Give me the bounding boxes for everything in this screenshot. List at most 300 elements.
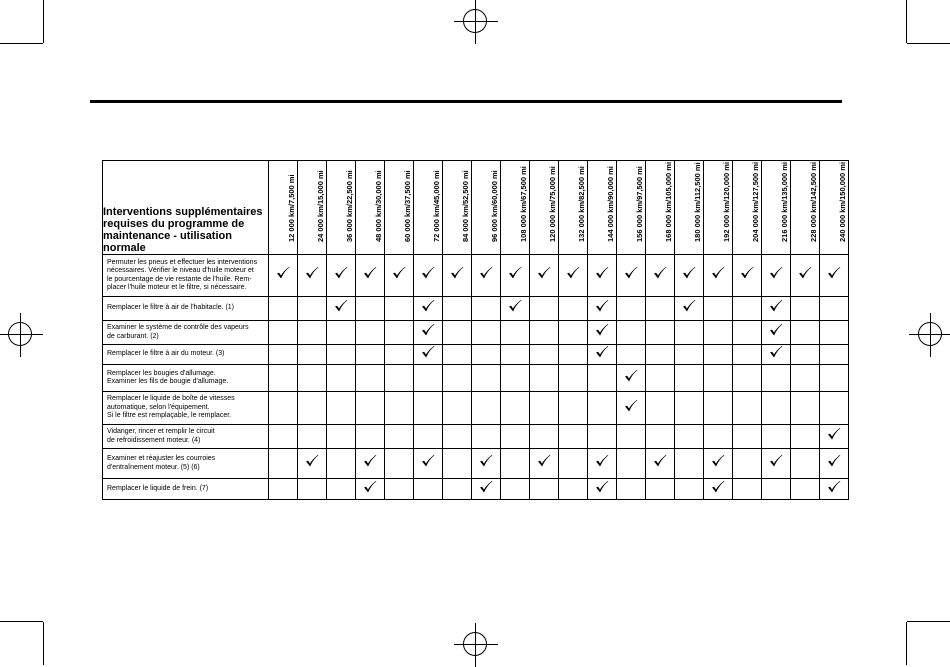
task-line: Permuter les pneus et effectuer les interventions [107,258,258,266]
checkmark-icon [392,266,406,280]
interval-header [675,161,704,255]
checkmark-icon [363,480,377,494]
checkmark-icon [711,480,725,494]
schedule-cell [443,479,472,500]
schedule-cell [762,255,791,297]
schedule-cell [356,297,385,321]
schedule-cell [733,345,762,365]
crop-mark [906,622,907,665]
registration-mark-icon [463,632,487,656]
interval-header [733,161,762,255]
schedule-cell [675,479,704,500]
crop-mark [0,43,43,44]
schedule-cell [617,449,646,479]
schedule-cell [762,321,791,345]
schedule-cell [733,479,762,500]
schedule-cell [820,255,849,297]
interval-label: 192 000 km/120,000 mi [722,161,731,242]
crop-mark [0,621,43,622]
checkmark-icon [421,323,435,337]
schedule-cell [298,425,327,449]
checkmark-icon [769,454,783,468]
table-row [103,425,849,449]
schedule-cell [820,425,849,449]
interval-header [327,161,356,255]
checkmark-icon [769,345,783,359]
schedule-cell [559,255,588,297]
schedule-cell [704,321,733,345]
checkmark-icon [653,454,667,468]
schedule-cell [791,449,820,479]
interval-label: 60 000 km/37,500 mi [403,170,412,242]
schedule-cell [472,425,501,449]
checkmark-icon [769,266,783,280]
schedule-cell [646,392,675,425]
checkmark-icon [769,299,783,313]
schedule-cell [559,345,588,365]
schedule-cell [356,449,385,479]
schedule-cell [356,365,385,392]
schedule-cell [791,297,820,321]
schedule-cell [356,392,385,425]
schedule-cell [298,449,327,479]
table-row [103,297,849,321]
task-line: de refroidissement moteur. (4) [107,436,201,444]
schedule-cell [820,321,849,345]
interval-label: 156 000 km/97,500 mi [635,166,644,242]
schedule-cell [559,449,588,479]
schedule-cell [675,321,704,345]
schedule-cell [385,345,414,365]
schedule-cell [356,345,385,365]
schedule-cell [617,255,646,297]
schedule-cell [414,425,443,449]
schedule-title: Interventions supplémentaires requises du programme de maintenance - utilisation normale [103,161,269,255]
interval-header [472,161,501,255]
checkmark-icon [624,266,638,280]
table-row [103,392,849,425]
schedule-cell [530,449,559,479]
interval-label: 216 000 km/135,000 mi [780,161,789,242]
checkmark-icon [595,266,609,280]
schedule-cell [298,255,327,297]
task-description [103,479,269,500]
schedule-cell [327,321,356,345]
schedule-cell [472,449,501,479]
schedule-cell [269,449,298,479]
task-line: placer l'huile moteur et le filtre, si nécessaire. [107,283,247,291]
task-line: d'entraînement moteur. (5) (6) [107,463,200,471]
interval-label: 168 000 km/105,000 mi [664,161,673,242]
schedule-cell [298,392,327,425]
schedule-cell [762,449,791,479]
schedule-cell [443,255,472,297]
schedule-cell [791,392,820,425]
task-line: Examiner et réajuster les courroies [107,455,216,463]
schedule-cell [501,297,530,321]
schedule-cell [472,392,501,425]
schedule-cell [704,345,733,365]
checkmark-icon [334,266,348,280]
checkmark-icon [827,266,841,280]
schedule-cell [704,449,733,479]
crop-mark [43,622,44,665]
checkmark-icon [508,299,522,313]
checkmark-icon [479,480,493,494]
interval-header [791,161,820,255]
schedule-cell [733,255,762,297]
checkmark-icon [595,323,609,337]
schedule-cell [791,365,820,392]
task-description [103,425,269,449]
schedule-cell [617,321,646,345]
schedule-cell [443,425,472,449]
crop-mark [906,0,907,43]
schedule-cell [356,321,385,345]
schedule-cell [704,297,733,321]
schedule-cell [820,449,849,479]
checkmark-icon [479,266,493,280]
crop-mark [43,0,44,43]
schedule-cell [443,449,472,479]
schedule-cell [414,321,443,345]
registration-mark-icon [463,9,487,33]
checkmark-icon [624,369,638,383]
schedule-cell [762,392,791,425]
registration-mark-icon [918,322,942,346]
interval-header [617,161,646,255]
table-row [103,449,849,479]
schedule-cell [385,392,414,425]
schedule-cell [443,297,472,321]
schedule-cell [356,255,385,297]
schedule-cell [588,479,617,500]
task-description [103,365,269,392]
schedule-cell [414,297,443,321]
task-description [103,321,269,345]
schedule-cell [617,479,646,500]
task-description [103,297,269,321]
schedule-cell [472,479,501,500]
schedule-cell [733,321,762,345]
schedule-cell [269,479,298,500]
schedule-cell [646,365,675,392]
checkmark-icon [305,454,319,468]
schedule-cell [646,297,675,321]
task-line: Examiner les fils de bougie d'allumage. [107,378,229,385]
task-line: Remplacer le liquide de boîte de vitesses [107,395,235,403]
table-row [103,365,849,392]
schedule-cell [327,255,356,297]
schedule-cell [791,479,820,500]
checkmark-icon [421,345,435,359]
schedule-cell [791,255,820,297]
schedule-cell [385,321,414,345]
interval-header [385,161,414,255]
schedule-cell [414,392,443,425]
schedule-cell [762,365,791,392]
schedule-cell [559,479,588,500]
schedule-cell [675,255,704,297]
interval-label: 240 000 km/150,000 mi [838,161,847,242]
interval-label: 72 000 km/45,000 mi [432,170,441,242]
checkmark-icon [682,266,696,280]
schedule-cell [820,392,849,425]
schedule-cell [733,297,762,321]
schedule-cell [414,479,443,500]
interval-header [762,161,791,255]
schedule-cell [791,321,820,345]
schedule-cell [414,255,443,297]
schedule-cell [675,449,704,479]
schedule-cell [559,297,588,321]
schedule-cell [327,392,356,425]
interval-header [269,161,298,255]
checkmark-icon [827,480,841,494]
task-line: Examiner le système de contrôle des vapeurs [107,324,249,332]
schedule-cell [588,255,617,297]
schedule-cell [617,425,646,449]
schedule-cell [269,365,298,392]
schedule-cell [617,392,646,425]
schedule-cell [588,365,617,392]
task-line: le pourcentage de vie restante de l'huile. Rem- [107,275,252,283]
schedule-cell [443,345,472,365]
checkmark-icon [624,399,638,413]
schedule-cell [356,479,385,500]
interval-header [501,161,530,255]
schedule-cell [675,345,704,365]
schedule-cell [472,321,501,345]
interval-header [356,161,385,255]
schedule-cell [530,425,559,449]
task-description [103,449,269,479]
task-line: Si le filtre est remplaçable, le remplacer. [107,412,232,420]
schedule-cell [820,345,849,365]
checkmark-icon [595,345,609,359]
schedule-cell [588,321,617,345]
checkmark-icon [595,299,609,313]
task-line: Remplacer le filtre à air du moteur. (3) [107,350,225,358]
checkmark-icon [566,266,580,280]
registration-mark-icon [8,322,32,346]
interval-label: 228 000 km/142,500 mi [809,161,818,242]
schedule-cell [733,392,762,425]
checkmark-icon [508,266,522,280]
task-line: de carburant. (2) [107,332,159,340]
schedule-cell [733,425,762,449]
schedule-cell [385,297,414,321]
schedule-cell [530,365,559,392]
table-row [103,255,849,297]
checkmark-icon [827,427,841,441]
schedule-cell [269,392,298,425]
interval-label: 120 000 km/75,000 mi [548,166,557,242]
schedule-cell [588,297,617,321]
interval-header [820,161,849,255]
schedule-cell [530,345,559,365]
schedule-cell [298,345,327,365]
schedule-cell [588,392,617,425]
schedule-cell [820,479,849,500]
schedule-cell [414,449,443,479]
schedule-cell [762,297,791,321]
checkmark-icon [769,323,783,337]
task-line: nécessaires. Vérifier le niveau d'huile moteur et [107,267,254,275]
schedule-cell [588,449,617,479]
schedule-cell [298,321,327,345]
schedule-cell [762,479,791,500]
schedule-cell [501,479,530,500]
checkmark-icon [711,454,725,468]
interval-label: 12 000 km/7,500 mi [287,174,296,242]
interval-label: 144 000 km/90,000 mi [606,166,615,242]
schedule-cell [472,365,501,392]
checkmark-icon [595,454,609,468]
schedule-cell [414,365,443,392]
schedule-cell [501,321,530,345]
schedule-cell [559,425,588,449]
schedule-cell [530,297,559,321]
schedule-cell [501,425,530,449]
checkmark-icon [740,266,754,280]
schedule-cell [443,365,472,392]
interval-header [646,161,675,255]
task-line: automatique, selon l'équipement. [107,403,210,411]
checkmark-icon [653,266,667,280]
schedule-cell [385,479,414,500]
schedule-cell [501,345,530,365]
checkmark-icon [479,454,493,468]
schedule-cell [385,255,414,297]
schedule-cell [791,345,820,365]
checkmark-icon [711,266,725,280]
interval-header [588,161,617,255]
interval-label: 96 000 km/60,000 mi [490,170,499,242]
maintenance-schedule-table [102,160,849,500]
schedule-cell [269,425,298,449]
table-body [103,255,849,500]
checkmark-icon [421,299,435,313]
schedule-cell [646,255,675,297]
task-line: Remplacer le liquide de frein. (7) [107,484,209,492]
schedule-cell [530,255,559,297]
schedule-cell [327,345,356,365]
checkmark-icon [421,266,435,280]
schedule-cell [617,345,646,365]
schedule-cell [675,297,704,321]
interval-header [443,161,472,255]
interval-label: 48 000 km/30,000 mi [374,170,383,242]
task-line: Remplacer les bougies d'allumage. [107,369,216,377]
task-description [103,392,269,425]
interval-header [559,161,588,255]
schedule-cell [385,449,414,479]
table-header-row [103,161,849,255]
interval-label: 108 000 km/67,500 mi [519,166,528,242]
schedule-cell [327,297,356,321]
task-line: Remplacer le filtre à air de l'habitacle. (1) [107,304,235,312]
interval-header [530,161,559,255]
table-row [103,345,849,365]
schedule-cell [472,345,501,365]
schedule-cell [269,255,298,297]
schedule-cell [298,297,327,321]
checkmark-icon [537,266,551,280]
interval-label: 132 000 km/82,500 mi [577,166,586,242]
checkmark-icon [798,266,812,280]
schedule-cell [791,425,820,449]
schedule-cell [704,479,733,500]
task-line: Vidanger, rincer et remplir le circuit [107,428,215,436]
interval-label: 204 000 km/127,500 mi [751,161,760,242]
task-description [103,255,269,297]
checkmark-icon [363,266,377,280]
schedule-cell [588,345,617,365]
schedule-cell [414,345,443,365]
schedule-cell [327,449,356,479]
schedule-cell [530,392,559,425]
task-description [103,345,269,365]
checkmark-icon [595,480,609,494]
schedule-cell [559,365,588,392]
schedule-cell [327,479,356,500]
schedule-cell [327,425,356,449]
schedule-cell [675,392,704,425]
schedule-cell [588,425,617,449]
schedule-cell [733,365,762,392]
schedule-cell [269,297,298,321]
schedule-cell [501,392,530,425]
schedule-cell [298,365,327,392]
interval-label: 36 000 km/22,500 mi [345,170,354,242]
schedule-cell [530,321,559,345]
schedule-cell [762,425,791,449]
schedule-cell [646,425,675,449]
interval-label: 180 000 km/112,500 mi [693,162,702,242]
schedule-cell [675,365,704,392]
schedule-cell [298,479,327,500]
schedule-cell [327,365,356,392]
schedule-cell [675,425,704,449]
schedule-cell [501,365,530,392]
schedule-cell [501,255,530,297]
schedule-cell [472,255,501,297]
schedule-cell [646,449,675,479]
interval-header [704,161,733,255]
crop-mark [907,43,950,44]
schedule-cell [704,255,733,297]
schedule-cell [646,479,675,500]
schedule-cell [559,392,588,425]
checkmark-icon [334,299,348,313]
table-row [103,321,849,345]
checkmark-icon [421,454,435,468]
schedule-cell [269,345,298,365]
schedule-cell [617,365,646,392]
table-row [103,479,849,500]
schedule-cell [356,425,385,449]
schedule-cell [443,392,472,425]
schedule-cell [646,321,675,345]
schedule-cell [501,449,530,479]
schedule-cell [820,365,849,392]
schedule-cell [559,321,588,345]
crop-mark [907,621,950,622]
checkmark-icon [450,266,464,280]
schedule-cell [443,321,472,345]
schedule-cell [472,297,501,321]
